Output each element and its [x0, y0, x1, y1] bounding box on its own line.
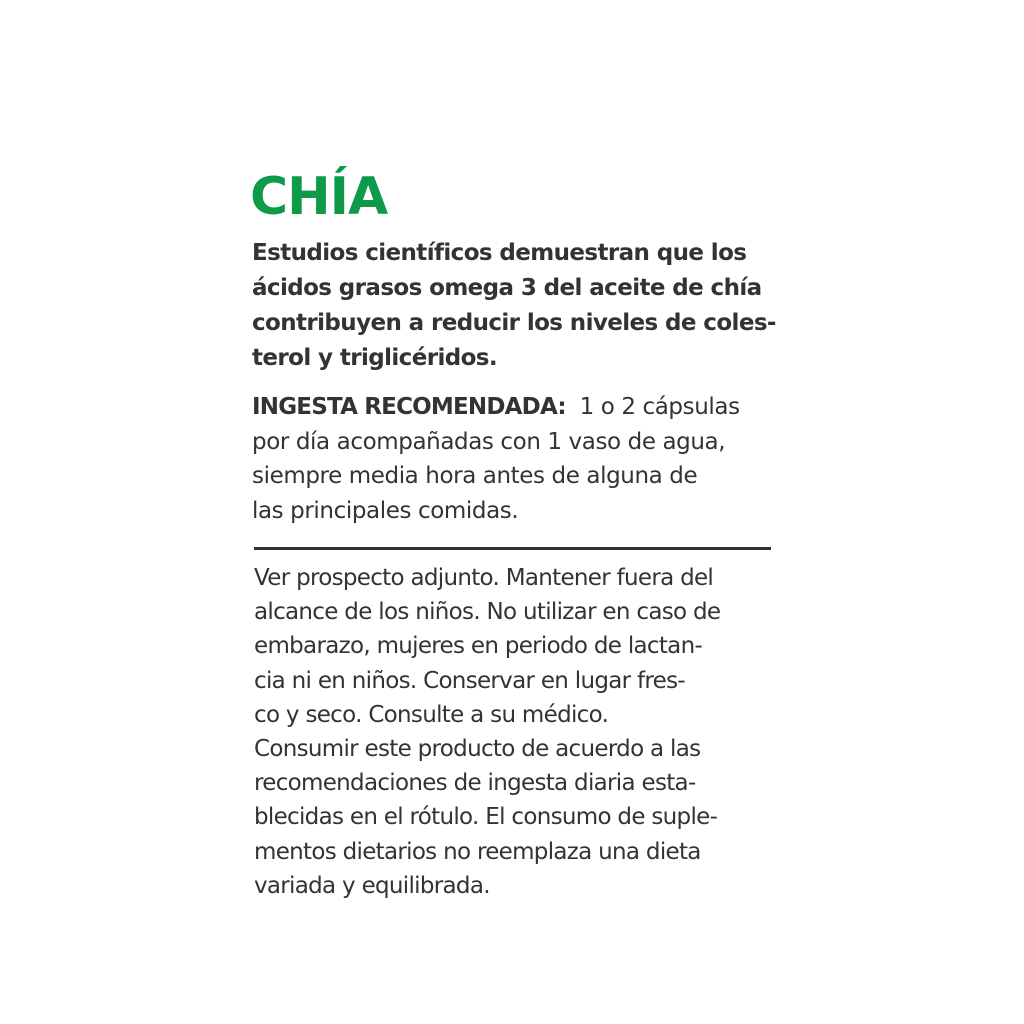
warning-line-8: blecidas en el rótulo. El consumo de suple-	[254, 804, 718, 831]
warning-paragraph	[254, 561, 720, 903]
warning-line-6: Consumir este producto de acuerdo a las	[254, 736, 701, 763]
warning-line-9: mentos dietarios no reemplaza una dieta	[254, 838, 701, 865]
warning-line-7: recomendaciones de ingesta diaria esta-	[254, 770, 696, 797]
ingesta-label: INGESTA RECOMENDADA:	[252, 394, 566, 420]
intro-line-4: terol y triglicéridos.	[252, 345, 498, 371]
ingesta-dose: 1 o 2 cápsulas	[579, 394, 740, 420]
warning-line-1: Ver prospecto adjunto. Mantener fuera del	[254, 565, 714, 591]
section-divider	[254, 547, 771, 550]
ingesta-line-1	[252, 390, 740, 425]
warning-line-2: alcance de los niños. No utilizar en caso de	[254, 599, 721, 626]
ingesta-line-4: las principales comidas.	[252, 497, 519, 524]
warning-line-5: co y seco. Consulte a su médico.	[254, 701, 609, 728]
intro-line-2: ácidos grasos omega 3 del aceite de chía	[252, 275, 762, 301]
ingesta-line-3: siempre media hora antes de alguna de	[252, 463, 698, 489]
intro-line-3: contribuyen a reducir los niveles de coles-	[252, 310, 776, 336]
ingesta-line-2: por día acompañadas con 1 vaso de agua,	[252, 428, 726, 455]
product-title: CHÍA	[250, 167, 388, 227]
intro-line-1: Estudios científicos demuestran que los	[252, 240, 747, 266]
intro-paragraph	[252, 236, 776, 376]
warning-line-3: embarazo, mujeres en periodo de lactan-	[254, 633, 703, 660]
ingesta-paragraph	[252, 390, 740, 528]
warning-line-4: cia ni en niños. Conservar en lugar fres-	[254, 667, 685, 694]
warning-line-10: variada y equilibrada.	[254, 872, 490, 899]
